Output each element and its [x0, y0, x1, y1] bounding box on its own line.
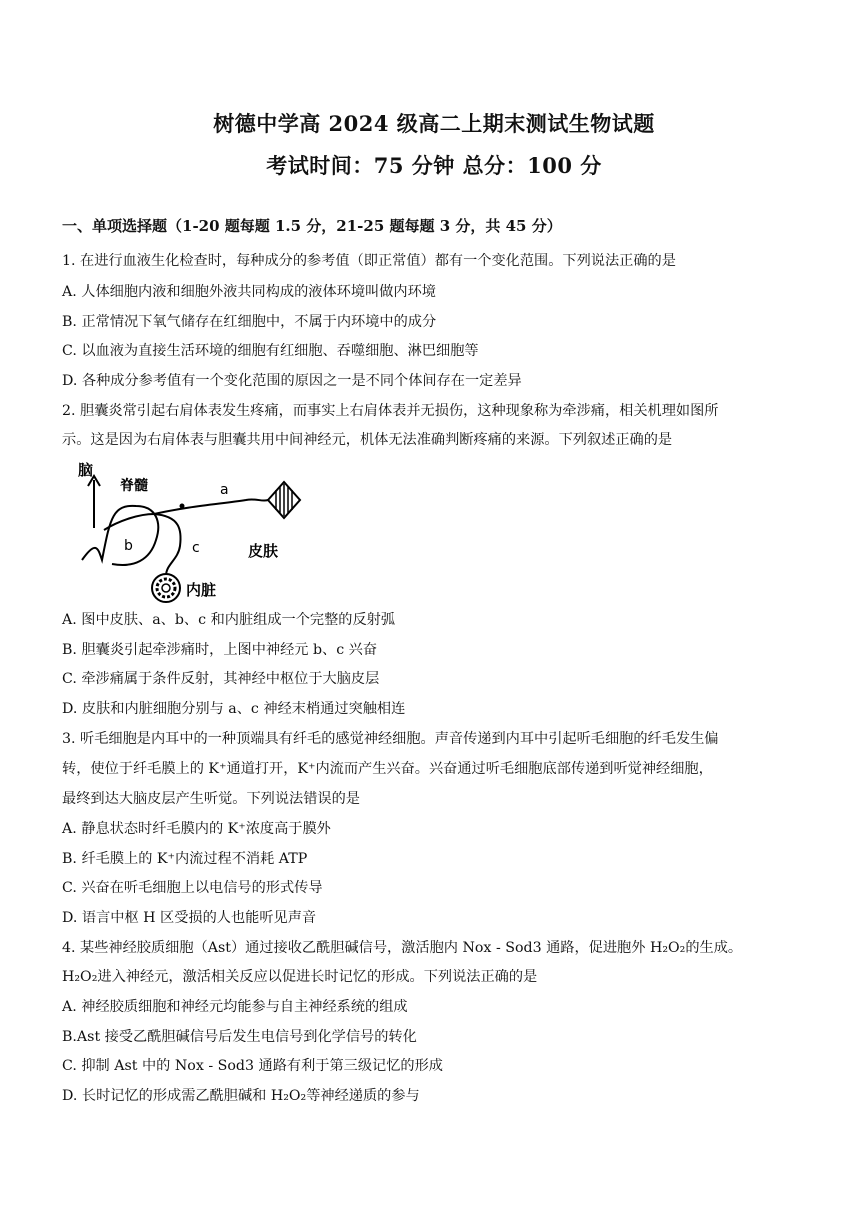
- label-a: a: [220, 482, 229, 498]
- q3-stem-line3: 最终到达大脑皮层产生听觉。下列说法错误的是: [62, 791, 360, 807]
- q3-option-b: B. 纤毛膜上的 K⁺内流过程不消耗 ATP: [62, 851, 308, 867]
- q2-option-d: D. 皮肤和内脏细胞分别与 a、c 神经末梢通过突触相连: [62, 701, 406, 717]
- q4-stem-line2: H₂O₂进入神经元，激活相关反应以促进长时记忆的形成。下列说法正确的是: [62, 969, 538, 985]
- label-c: c: [192, 540, 200, 556]
- q4-option-d: D. 长时记忆的形成需乙酰胆碱和 H₂O₂等神经递质的参与: [62, 1088, 420, 1104]
- q3-option-d: D. 语言中枢 H 区受损的人也能听见声音: [62, 910, 317, 926]
- referred-pain-diagram: [70, 460, 310, 610]
- q1-option-d: D. 各种成分参考值有一个变化范围的原因之一是不同个体间存在一定差异: [62, 373, 522, 389]
- q1-option-a: A. 人体细胞内液和细胞外液共同构成的液体环境叫做内环境: [62, 284, 436, 300]
- neuron-a-cell-body: [180, 504, 185, 509]
- q1-stem: 1. 在进行血液生化检查时，每种成分的参考值（即正常值）都有一个变化范围。下列说法正确的是: [62, 253, 676, 269]
- q4-option-a: A. 神经胶质细胞和神经元均能参与自主神经系统的组成: [62, 999, 408, 1015]
- q4-option-b: B.Ast 接受乙酰胆碱信号后发生电信号到化学信号的转化: [62, 1029, 417, 1045]
- neuron-a: [154, 499, 268, 514]
- label-brain: 脑: [78, 461, 94, 479]
- q1-option-b: B. 正常情况下氧气储存在红细胞中，不属于内环境中的成分: [62, 314, 437, 330]
- label-viscera: 内脏: [186, 581, 217, 599]
- q3-stem-line1: 3. 听毛细胞是内耳中的一种顶端具有纤毛的感觉神经细胞。声音传递到内耳中引起听毛细胞的纤毛发生偏: [62, 731, 719, 747]
- q3-stem-line2: 转，使位于纤毛膜上的 K⁺通道打开，K⁺内流而产生兴奋。兴奋通过听毛细胞底部传递到听觉神经细胞，: [62, 761, 713, 777]
- q2-option-b: B. 胆囊炎引起牵涉痛时，上图中神经元 b、c 兴奋: [62, 642, 378, 658]
- section-heading: 一、单项选择题（1-20 题每题 1.5 分，21-25 题每题 3 分，共 45 分）: [62, 217, 562, 235]
- q2-option-a: A. 图中皮肤、a、b、c 和内脏组成一个完整的反射弧: [62, 612, 396, 628]
- q2-stem-line1: 2. 胆囊炎常引起右肩体表发生疼痛，而事实上右肩体表并无损伤，这种现象称为牵涉痛，相关机理如图所: [62, 403, 719, 419]
- q2-option-c: C. 牵涉痛属于条件反射，其神经中枢位于大脑皮层: [62, 671, 380, 687]
- label-skin: 皮肤: [248, 542, 279, 560]
- q4-option-c: C. 抑制 Ast 中的 Nox - Sod3 通路有利于第三级记忆的形成: [62, 1058, 443, 1074]
- q3-option-a: A. 静息状态时纤毛膜内的 K⁺浓度高于膜外: [62, 821, 331, 837]
- label-b: b: [124, 538, 133, 554]
- q4-stem-line1: 4. 某些神经胶质细胞（Ast）通过接收乙酰胆碱信号，激活胞内 Nox - Sod3 通路，促进胞外 H₂O₂的生成。: [62, 940, 743, 956]
- q3-option-c: C. 兴奋在听毛细胞上以电信号的形式传导: [62, 880, 323, 896]
- exam-title: 树德中学高 2024 级高二上期末测试生物试题: [213, 111, 655, 136]
- q2-stem-line2: 示。这是因为右肩体表与胆囊共用中间神经元，机体无法准确判断疼痛的来源。下列叙述正确的是: [62, 432, 673, 448]
- q1-option-c: C. 以血液为直接生活环境的细胞有红细胞、吞噬细胞、淋巴细胞等: [62, 343, 479, 359]
- exam-subtitle: 考试时间：75 分钟 总分：100 分: [266, 153, 602, 178]
- label-spinal-cord: 脊髓: [120, 478, 148, 494]
